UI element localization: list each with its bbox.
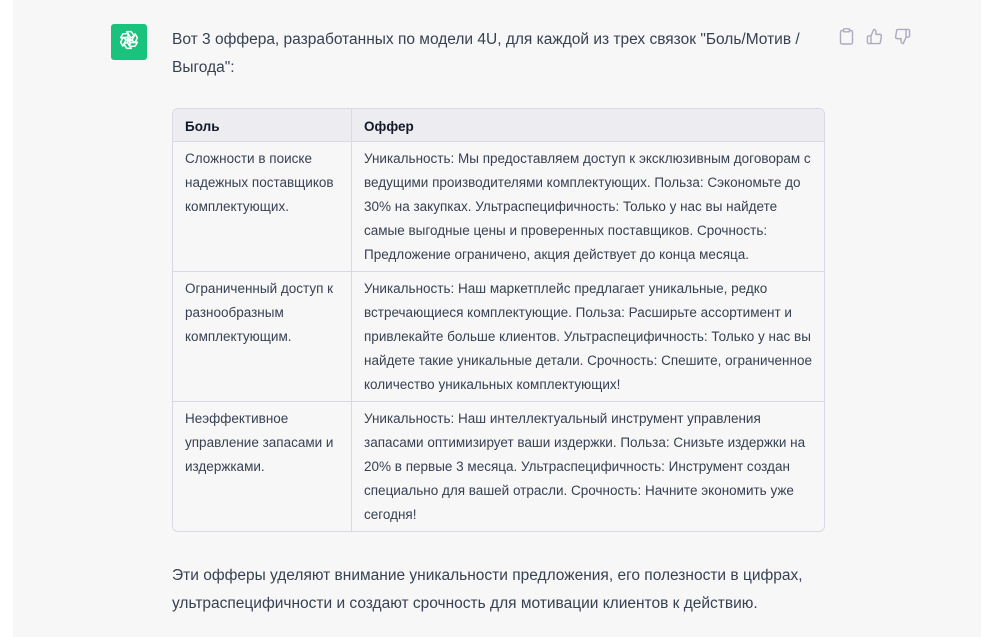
- table-row: [173, 402, 824, 531]
- column-header-pain: Боль: [173, 109, 352, 142]
- pain-cell: Сложности в поиске надежных поставщиков комплектующих.: [173, 142, 352, 272]
- column-header-offer: Оффер: [352, 109, 824, 142]
- pain-cell: Неэффективное управление запасами и издержками.: [173, 402, 352, 531]
- clipboard-icon: [839, 28, 854, 45]
- table-row: [173, 272, 824, 402]
- assistant-message: [13, 0, 981, 637]
- intro-text: Вот 3 оффера, разработанных по модели 4U, для каждой из трех связок "Боль/Мотив /Выгода":: [172, 31, 800, 76]
- openai-logo-icon: [117, 28, 141, 57]
- pain-cell: Ограниченный доступ к разнообразным комплектующим.: [173, 272, 352, 402]
- thumbs-up-icon: [866, 28, 883, 45]
- message-actions: [837, 27, 911, 45]
- message-content: [172, 26, 824, 618]
- offers-table: [172, 108, 825, 532]
- offer-cell: Уникальность: Наш маркетплейс предлагает уникальные, редко встречающиеся комплектующие. Польза: Расширьте ассортимент и привлекайте больше клиентов. Ультраспецифичность: Только у нас вы найдете такие уникальные детали. Срочность: Спешите, ограниченное количество уникальных комплектующих!: [352, 272, 824, 402]
- outro-text: Эти офферы уделяют внимание уникальности предложения, его полезности в цифрах, ультраспецифичности и создают срочность для мотивации клиентов к действию.: [172, 567, 803, 612]
- table-header-row: [173, 109, 824, 142]
- thumbs-down-icon: [894, 28, 911, 45]
- offer-cell: Уникальность: Наш интеллектуальный инструмент управления запасами оптимизирует ваши издержки. Польза: Снизьте издержки на 20% в первые 3 месяца. Ультраспецифичность: Инструмент создан специально для вашей отрасли. Срочность: Начните экономить уже сегодня!: [364, 411, 806, 522]
- thumbs-down-button[interactable]: [893, 27, 911, 45]
- thumbs-up-button[interactable]: [865, 27, 883, 45]
- table-row: [173, 142, 824, 272]
- assistant-avatar: [111, 24, 147, 60]
- offer-cell: Уникальность: Мы предоставляем доступ к эксклюзивным договорам с ведущими производителями комплектующих. Польза: Сэкономьте до 30% на закупках. Ультраспецифичность: Только у нас вы найдете самые выгодные цены и проверенных поставщиков. Срочность: Предложение ограничено, акция действует до конца месяца.: [352, 142, 824, 272]
- copy-button[interactable]: [837, 27, 855, 45]
